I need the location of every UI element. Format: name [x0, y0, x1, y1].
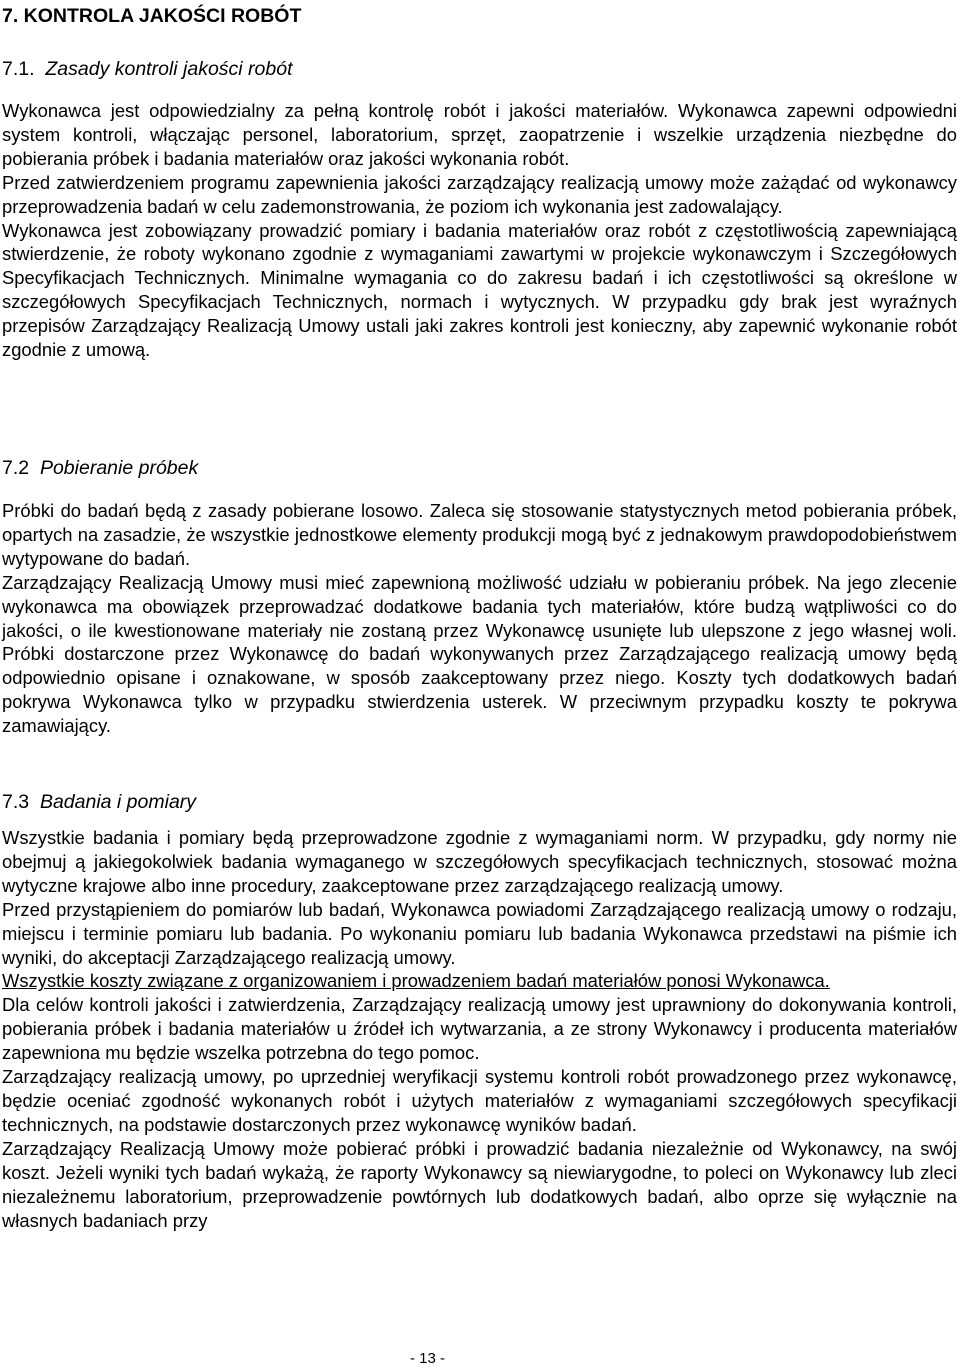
section-number: 7.1.: [2, 58, 35, 80]
underlined-paragraph: Wszystkie koszty związane z organizowaniem i prowadzeniem badań materiałów ponosi Wykonawca.: [2, 970, 830, 992]
paragraph: Wszystkie badania i pomiary będą przeprowadzone zgodnie z wymaganiami norm. W przypadku, gdy normy nie obejmuj ą jakiegokolwiek badania wymaganego w szczegółowych specyfikacjach technicznych, stosować można wytyczne krajowe albo inne procedury, zaakceptowane przez zarządzającego realizacją umowy.: [2, 827, 957, 896]
section-title: Zasady kontroli jakości robót: [45, 58, 293, 80]
section-body-7-3: [2, 826, 957, 1232]
paragraph: Próbki do badań będą z zasady pobierane losowo. Zaleca się stosowanie statystycznych metod pobierania próbek, opartych na zasadzie, że wszystkie jednostkowe elementy produkcji mogą być z jednakowym prawdopodobieństwem wytypowane do badań.: [2, 500, 957, 569]
section-title: Pobieranie próbek: [39, 457, 199, 479]
section-body-7-1: [2, 99, 957, 362]
section-number: 7.2: [2, 457, 30, 479]
paragraph: Dla celów kontroli jakości i zatwierdzenia, Zarządzający realizacją umowy jest uprawniony do dokonywania kontroli, pobierania próbek i badania materiałów u źródeł ich wytwarzania, a ze strony Wykonawcy i producenta materiałów zapewniona mu będzie wszelka potrzebna do tego pomoc.: [2, 994, 957, 1064]
paragraph: Wykonawca jest odpowiedzialny za pełną kontrolę robót i jakości materiałów. Wykonawca zapewni odpowiedni system kontroli, włączając personel, laboratorium, sprzęt, zaopatrzenie i wszelkie urządzenia niezbędne do pobierania próbek i badania materiałów oraz jakości wykonania robót.: [2, 100, 957, 169]
paragraph: Wykonawca jest zobowiązany prowadzić pomiary i badania materiałów oraz robót z częstotliwością zapewniającą stwierdzenie, że roboty wykonano zgodnie z wymaganiami zawartymi w projekcie wykonawczym i Szczegółowych Specyfikacjach Technicznych. Minimalne wymagania co do zakresu badań i ich częstotliwości są określone w szczegółowych Specyfikacjach Technicznych, normach i wytycznych. W przypadku gdy brak jest wyraźnych przepisów Zarządzający Realizacją Umowy ustali jaki zakres kontroli jest konieczny, aby zapewnić wykonanie robót zgodnie z umową.: [2, 219, 957, 361]
page-number: - 13 -: [409, 1350, 445, 1367]
section-heading-7-2: [2, 456, 198, 480]
chapter-heading: 7. KONTROLA JAKOŚCI ROBÓT: [2, 5, 302, 27]
section-title: Badania i pomiary: [39, 791, 197, 813]
section-number: 7.3: [2, 791, 30, 813]
paragraph: Przed przystąpieniem do pomiarów lub badań, Wykonawca powiadomi Zarządzającego realizacją umowy o rodzaju, miejscu i terminie pomiaru lub badania. Po wykonaniu pomiaru lub badania Wykonawca przedstawi na piśmie ich wyniki, do akceptacji Zarządzającego realizacją umowy.: [2, 898, 957, 968]
paragraph: Zarządzający Realizacją Umowy może pobierać próbki i prowadzić badania niezależnie od Wykonawcy, na swój koszt. Jeżeli wyniki tych badań wykażą, że raporty Wykonawcy są niewiarygodne, to poleci on Wykonawcy lub zleci niezależnemu laboratorium, przeprowadzenie powtórnych lub dodatkowych badań, albo oprze się wyłącznie na własnych badaniach przy: [2, 1137, 957, 1231]
section-heading-7-1: [2, 57, 293, 81]
paragraph: Zarządzający Realizacją Umowy musi mieć zapewnioną możliwość udziału w pobieraniu próbek. Na jego zlecenie wykonawca ma obowiązek przeprowadzać dodatkowe badania tych materiałów, które budzą wątpliwości co do jakości, o ile kwestionowane materiały nie zostaną przez Wykonawcę usunięte lub ulepszone z jego własnej woli. Próbki dostarczone przez Wykonawcę do badań wykonywanych przez Zarządzającego realizacją umowy będą odpowiednio opisane i oznakowane, w sposób zaakceptowany przez niego. Koszty tych dodatkowych badań pokrywa Wykonawca tylko w przypadku stwierdzenia usterek. W przeciwnym przypadku koszty te pokrywa zamawiający.: [2, 571, 957, 737]
section-heading-7-3: [2, 790, 196, 814]
section-body-7-2: [2, 499, 957, 738]
paragraph: Przed zatwierdzeniem programu zapewnienia jakości zarządzający realizacją umowy może zażądać od wykonawcy przeprowadzenia badań w celu zademonstrowania, że poziom ich wykonania jest zadowalający.: [2, 171, 957, 217]
paragraph: Zarządzający realizacją umowy, po uprzedniej weryfikacji systemu kontroli robót prowadzonego przez wykonawcę, będzie oceniać zgodność wykonanych robót i użytych materiałów z wymaganiami szczegółowych specyfikacji technicznych, na podstawie dostarczonych przez wykonawcę wyników badań.: [2, 1066, 957, 1135]
